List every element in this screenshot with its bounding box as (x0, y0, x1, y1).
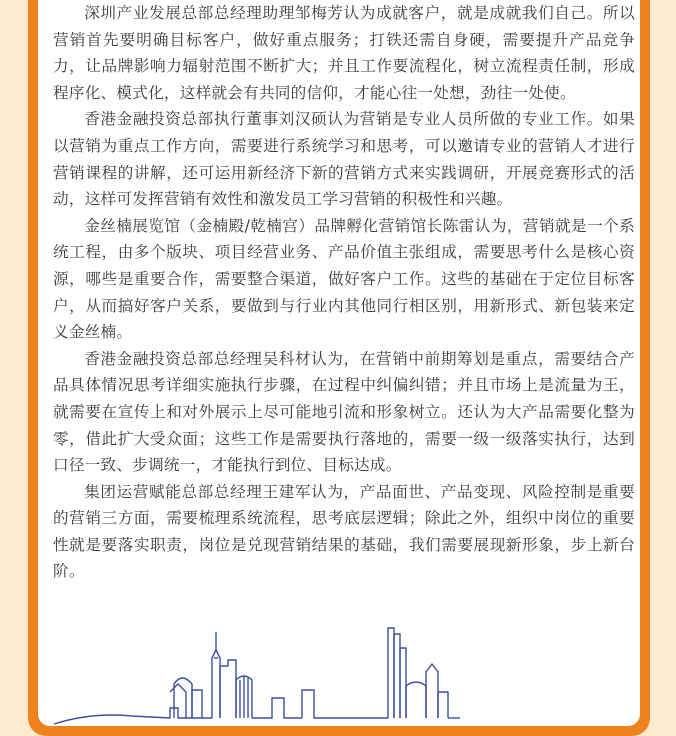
article-body (53, 0, 635, 585)
paragraph-zou-meifang: 深圳产业发展总部总经理助理邹梅芳认为成就客户，就是成就我们自己。所以营销首先要明确目标客户，做好重点服务；打铁还需自身硬，需要提升产品竞争力，让品牌影响力辐射范围不断扩大；并且工作要流程化，树立流程责任制，形成程序化、模式化，这样就会有共同的信仰，才能心往一处想，劲往一处使。 (53, 4, 635, 102)
paragraph-chen-lei: 金丝楠展览馆（金楠殿/乾楠宫）品牌孵化营销馆长陈雷认为，营销就是一个系统工程，由多个版块、项目经营业务、产品价值主张组成，需要思考什么是核心资源，哪些是重要合作，需要整合渠道，做好客户工作。这些的基础在于定位目标客户，从而搞好客户关系，要做到与行业内其他同行相区别，用新形式、新包装来定义金丝楠。 (53, 216, 635, 342)
paragraph-liu-hanshuo: 香港金融投资总部执行董事刘汉硕认为营销是专业人员所做的专业工作。如果以营销为重点工作方向，需要进行系统学习和思考，可以邀请专业的营销人才进行营销课程的讲解，还可运用新经济下新的营销方式来实践调研，开展竞赛形式的活动，这样可发挥营销有效性和激发员工学习营销的积极性和兴趣。 (53, 110, 635, 209)
city-skyline-icon (52, 620, 462, 730)
paragraph-wang-jianjun: 集团运营赋能总部总经理王建军认为，产品面世、产品变现、风险控制是重要的营销三方面，需要梳理系统流程，思考底层逻辑；除此之外，组织中岗位的重要性就是要落实职责，岗位是兑现营销结果的基础，我们需要展现新形象，步上新台阶。 (53, 482, 635, 581)
paragraph-wu-kecai: 香港金融投资总部总经理吴科材认为，在营销中前期筹划是重点，需要结合产品具体情况思考详细实施执行步骤，在过程中纠偏纠错；并且市场上是流量为王，就需要在宣传上和对外展示上尽可能地引流和形象树立。还认为大产品需要化整为零，借此扩大受众面；这些工作是需要执行落地的，需要一级一级落实执行，达到口径一致、步调统一，才能执行到位、目标达成。 (53, 349, 635, 475)
